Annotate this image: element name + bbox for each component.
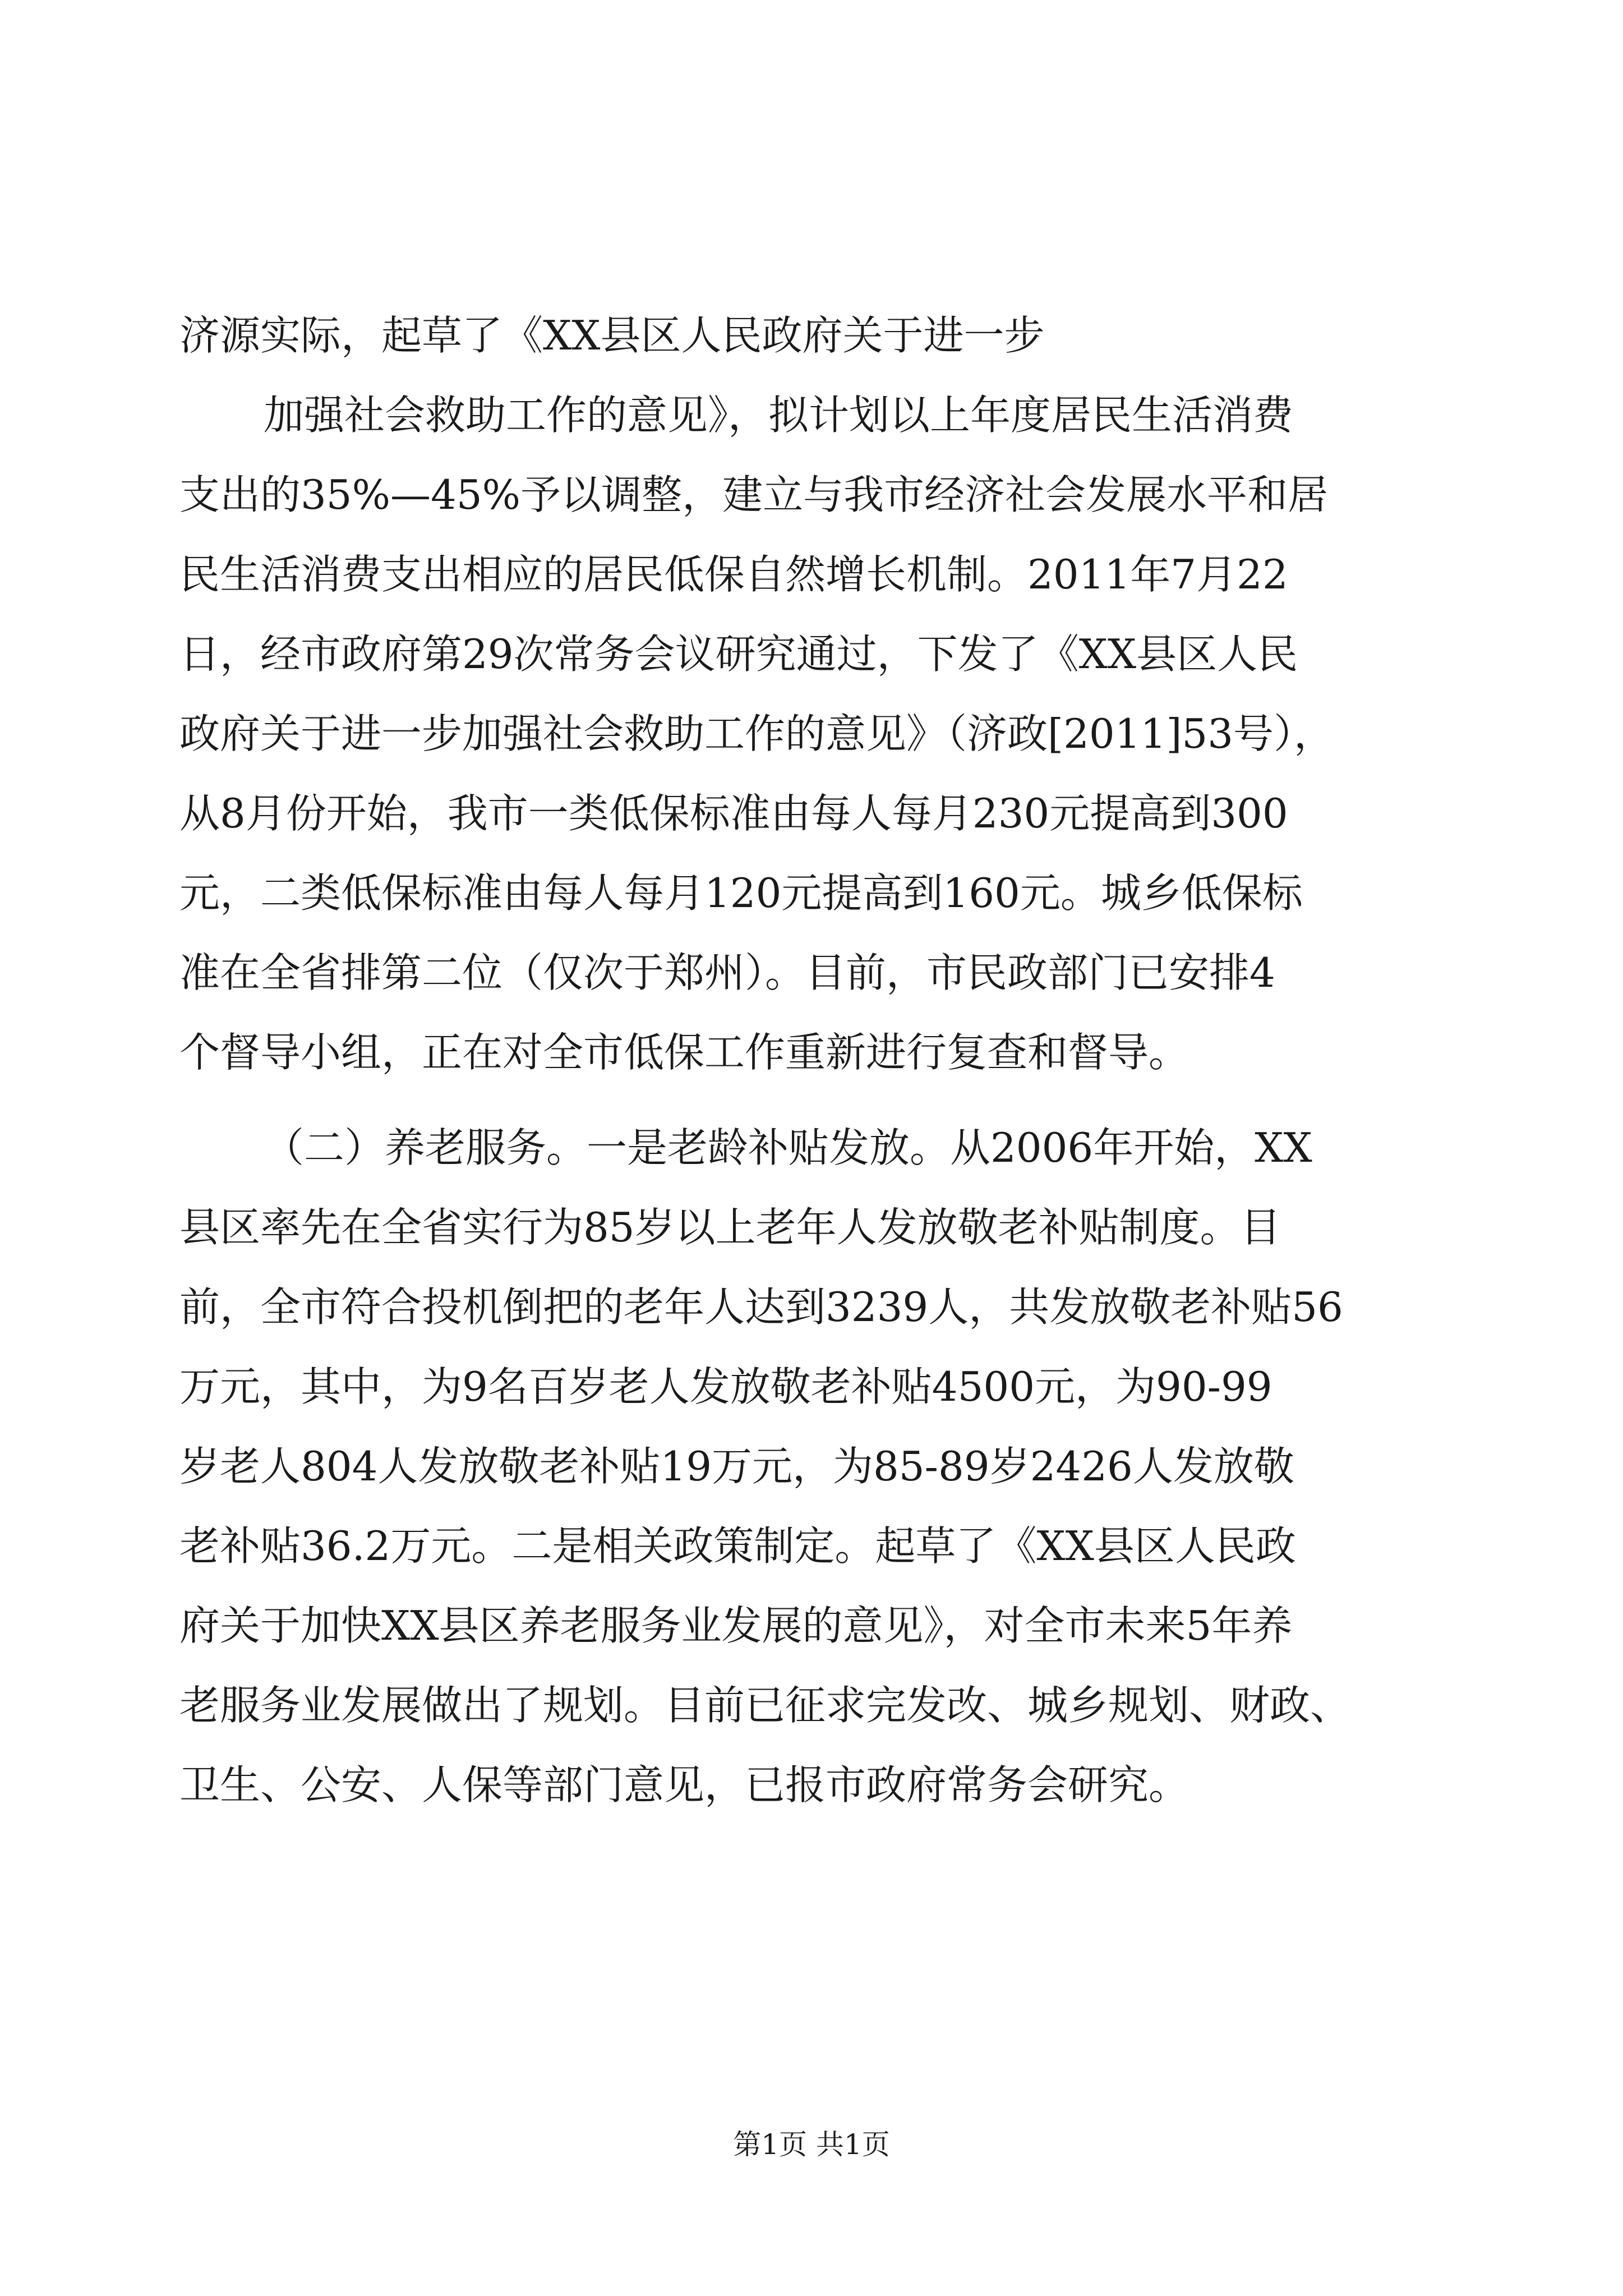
page-footer: 第1页 共1页 xyxy=(733,2128,890,2161)
text-line-17: 府关于加快XX县区养老服务业发展的意见》，对全市未来5年养 xyxy=(179,1602,1293,1649)
text-line-16: 老补贴36.2万元。二是相关政策制定。起草了《XX县区人民政 xyxy=(179,1522,1296,1570)
text-line-3: 支出的35%—45%予以调整，建立与我市经济社会发展水平和居 xyxy=(179,471,1329,518)
text-line-4: 民生活消费支出相应的居民低保自然增长机制。2011年7月22 xyxy=(179,551,1288,598)
text-line-6: 政府关于进一步加强社会救助工作的意见》（济政[2011]53号）， xyxy=(179,710,1335,757)
text-line-9: 准在全省排第二位（仅次于郑州）。目前，市民政部门已安排4 xyxy=(179,949,1275,996)
text-line-1: 济源实际，起草了《XX县区人民政府关于进一步 xyxy=(179,312,1045,359)
text-line-18: 老服务业发展做出了规划。目前已征求完发改、城乡规划、财政、 xyxy=(179,1682,1351,1729)
text-line-7: 从8月份开始，我市一类低保标准由每人每月230元提高到300 xyxy=(179,790,1288,837)
text-line-11: （二）养老服务。一是老龄补贴发放。从2006年开始，XX xyxy=(264,1124,1312,1171)
text-line-14: 万元，其中，为9名百岁老人发放敬老补贴4500元，为90-99 xyxy=(179,1363,1272,1410)
text-line-10: 个督导小组，正在对全市低保工作重新进行复查和督导。 xyxy=(179,1029,1189,1076)
text-line-5: 日，经市政府第29次常务会议研究通过，下发了《XX县区人民 xyxy=(179,631,1298,678)
text-line-2: 加强社会救助工作的意见》，拟计划以上年度居民生活消费 xyxy=(264,392,1294,439)
text-line-12: 县区率先在全省实行为85岁以上老年人发放敬老补贴制度。目 xyxy=(179,1204,1281,1251)
text-line-8: 元，二类低保标准由每人每月120元提高到160元。城乡低保标 xyxy=(179,869,1303,917)
text-line-19: 卫生、公安、人保等部门意见，已报市政府常务会研究。 xyxy=(179,1761,1189,1809)
text-line-13: 前，全市符合投机倒把的老年人达到3239人，共发放敬老补贴56 xyxy=(179,1283,1343,1331)
text-line-15: 岁老人804人发放敬老补贴19万元，为85-89岁2426人发放敬 xyxy=(179,1443,1294,1490)
